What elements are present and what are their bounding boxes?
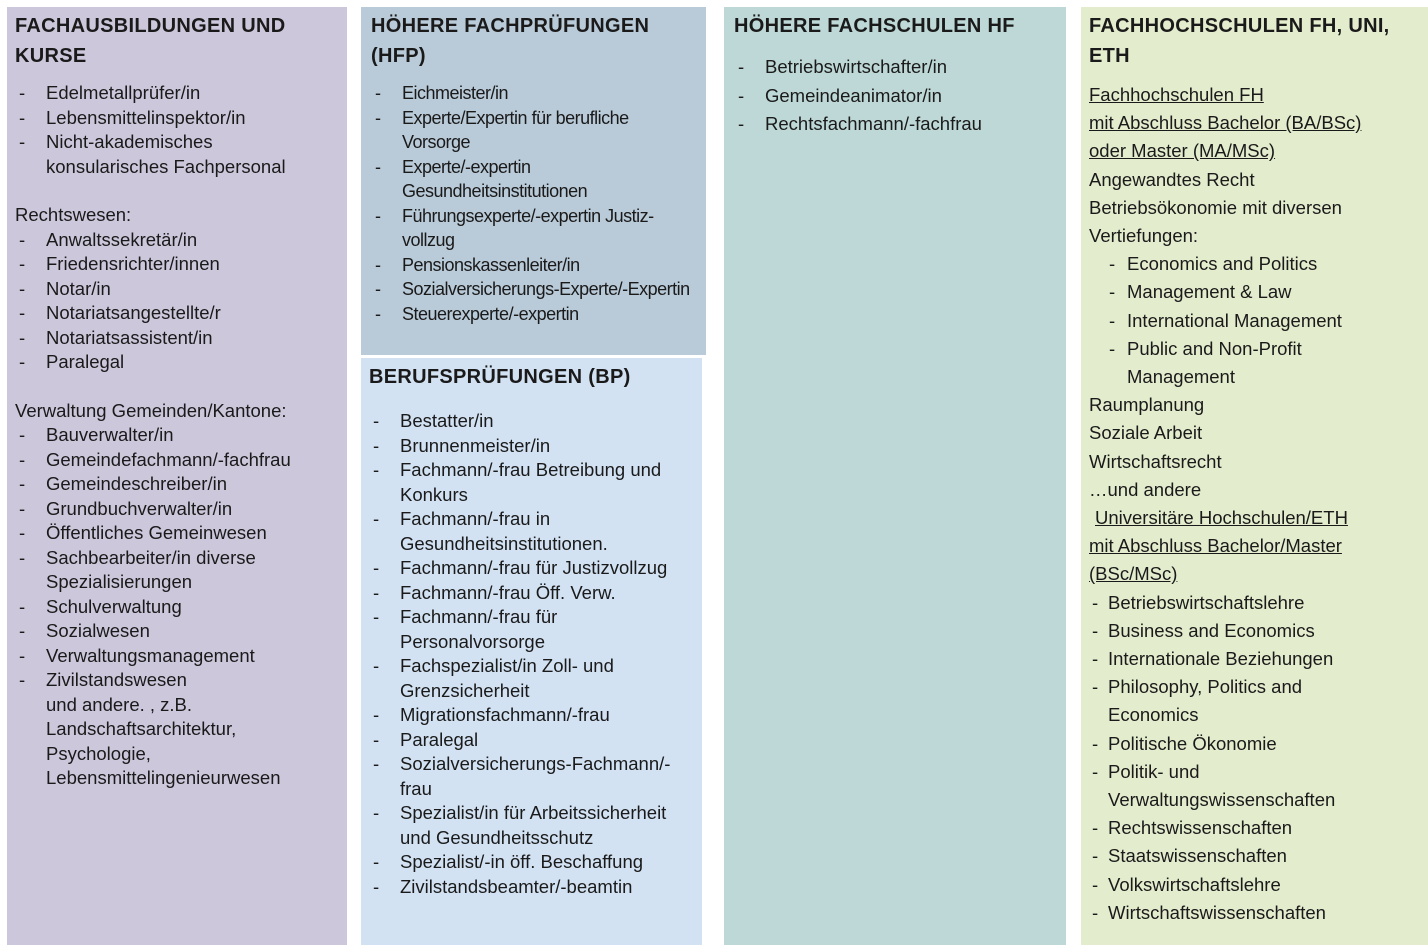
list-item: - Public and Non-Profit Management (1089, 335, 1347, 391)
column-title: HÖHERE FACHSCHULEN HF (734, 15, 1015, 37)
list-item: - Eichmeister/in (371, 81, 696, 106)
list-item: - Sozialversicherungs-Fachmann/-frau (369, 752, 694, 801)
list-item: - Öffentliches Gemeinwesen (15, 521, 339, 546)
uni-heading-line: mit Abschluss Bachelor/Master (BSc/MSc) (1089, 535, 1342, 585)
list-item: - Politik- und Verwaltungswissenschaften (1089, 758, 1348, 814)
column-title: HÖHERE FACHPRÜFUNGEN (HFP) (371, 15, 650, 67)
list-item: - Paralegal (369, 728, 694, 753)
list-item: - Fachmann/-frau Öff. Verw. (369, 581, 694, 606)
list-item: - Fachmann/-frau in Gesundheitsinstitutionen. (369, 507, 694, 556)
list-item: - Notar/in (15, 277, 339, 302)
list-verwaltung (15, 423, 339, 693)
list-item: - Sozialversicherungs-Experte/-Expertin (371, 277, 696, 302)
list-item: - Fachmann/-frau Betreibung und Konkurs (369, 458, 694, 507)
fh-heading-line: oder Master (MA/MSc) (1089, 140, 1276, 162)
list-item: - Schulverwaltung (15, 595, 339, 620)
list-item: - Notariatsassistent/in (15, 326, 339, 351)
list-item: - Sachbearbeiter/in diverse Spezialisierungen (15, 546, 339, 595)
list-rechtswesen (15, 228, 339, 375)
column-title: BERUFSPRÜFUNGEN (BP) (369, 366, 631, 388)
fh-program: Wirtschaftsrecht (1089, 450, 1222, 472)
list-item: - Experte/Expertin für berufliche Vorsorge (371, 106, 696, 155)
uni-list (1089, 589, 1420, 927)
list-item: - Lebensmittelinspektor/in (15, 106, 339, 131)
list-item: - Notariatsangestellte/r (15, 301, 339, 326)
list-item: - Rechtsfachmann/-fachfrau (734, 110, 1056, 139)
list-item: - Spezialist/-in öff. Beschaffung (369, 850, 694, 875)
list-item: - Zivilstandswesen (15, 668, 339, 693)
section-heading-verwaltung: Verwaltung Gemeinden/Kantone: (15, 399, 287, 421)
fh-program: Raumplanung (1089, 394, 1205, 416)
list-item: - Grundbuchverwalter/in (15, 497, 339, 522)
column-title: FACHHOCHSCHULEN FH, UNI, ETH (1089, 15, 1390, 67)
list-item: - Brunnenmeister/in (369, 434, 694, 459)
list-item: - Edelmetallprüfer/in (15, 81, 339, 106)
uni-heading (1089, 504, 1420, 589)
list-item: - Sozialwesen (15, 619, 339, 644)
fh-heading (1089, 81, 1420, 166)
list-item: - Volkswirtschaftslehre (1089, 871, 1420, 899)
list-item: - Betriebswirtschaftslehre (1089, 589, 1420, 617)
list-item: - Fachmann/-frau für Personalvorsorge (369, 605, 694, 654)
list-item: - Fachspezialist/in Zoll- und Grenzsicherheit (369, 654, 694, 703)
list-item: - Bauverwalter/in (15, 423, 339, 448)
list-bp (369, 409, 694, 899)
fh-program: Angewandtes Recht (1089, 168, 1255, 190)
list-item: - Führungsexperte/-expertin Justiz-vollzug (371, 204, 696, 253)
list-general (15, 81, 339, 179)
column-hoehere-fachpruefungen (361, 7, 706, 355)
list-item: - Steuerexperte/-expertin (371, 302, 696, 327)
list-item: - Experte/-expertin Gesundheitsinstitutionen (371, 155, 696, 204)
list-item: - Fachmann/-frau für Justizvollzug (369, 556, 694, 581)
fh-heading-line: Fachhochschulen FH (1089, 84, 1264, 105)
list-item: - Spezialist/in für Arbeitssicherheit und Gesundheitsschutz (369, 801, 694, 850)
column-berufspruefungen (361, 358, 702, 945)
list-item: - Pensionskassenleiter/in (371, 253, 696, 278)
list-item: - Wirtschaftswissenschaften (1089, 899, 1420, 927)
list-item: - Staatswissenschaften (1089, 842, 1420, 870)
column-hoehere-fachschulen (724, 7, 1066, 945)
list-item: - Gemeindeanimator/in (734, 82, 1056, 111)
list-item: - Politische Ökonomie (1089, 730, 1420, 758)
list-item: - Nicht-akademisches konsularisches Fachpersonal (15, 130, 339, 179)
fh-program: Betriebsökonomie mit diversen Vertiefungen: (1089, 196, 1342, 247)
fh-sub-list (1089, 250, 1420, 391)
list-item: - Zivilstandsbeamter/-beamtin (369, 875, 694, 900)
column-title: FACHAUSBILDUNGEN UND KURSE (15, 15, 286, 67)
list-hf (734, 53, 1056, 139)
list-item: - International Management (1089, 307, 1420, 335)
fh-heading-line: mit Abschluss Bachelor (BA/BSc) (1089, 112, 1362, 134)
list-item: - Gemeindefachmann/-fachfrau (15, 448, 339, 473)
section-heading-rechtswesen: Rechtswesen: (15, 204, 132, 225)
list-item: - Anwaltssekretär/in (15, 228, 339, 253)
list-item: - Philosophy, Politics and Economics (1089, 673, 1348, 729)
list-item: - Migrationsfachmann/-frau (369, 703, 694, 728)
list-item: - Economics and Politics (1089, 250, 1420, 278)
list-item: - Friedensrichter/innen (15, 252, 339, 277)
list-item: - Gemeindeschreiber/in (15, 472, 339, 497)
list-item: - Bestatter/in (369, 409, 694, 434)
fh-program: Soziale Arbeit (1089, 422, 1203, 444)
uni-heading-line: Universitäre Hochschulen/ETH (1095, 507, 1348, 529)
list-item: - Internationale Beziehungen (1089, 645, 1420, 673)
list-item: - Paralegal (15, 350, 339, 375)
list-item: - Verwaltungsmanagement (15, 644, 339, 669)
list-item: - Betriebswirtschafter/in (734, 53, 1056, 82)
column-fachhochschulen (1081, 7, 1428, 945)
list-item: - Business and Economics (1089, 617, 1420, 645)
list-item: - Rechtswissenschaften (1089, 814, 1420, 842)
trailer-text: und andere. , z.B. Landschaftsarchitektur, Psychologie, Lebensmittelingenieurwesen (46, 693, 281, 788)
column-fachausbildungen (7, 7, 347, 945)
list-hfp (371, 81, 696, 326)
list-item: - Management & Law (1089, 278, 1420, 306)
fh-more: …und andere (1089, 478, 1202, 500)
